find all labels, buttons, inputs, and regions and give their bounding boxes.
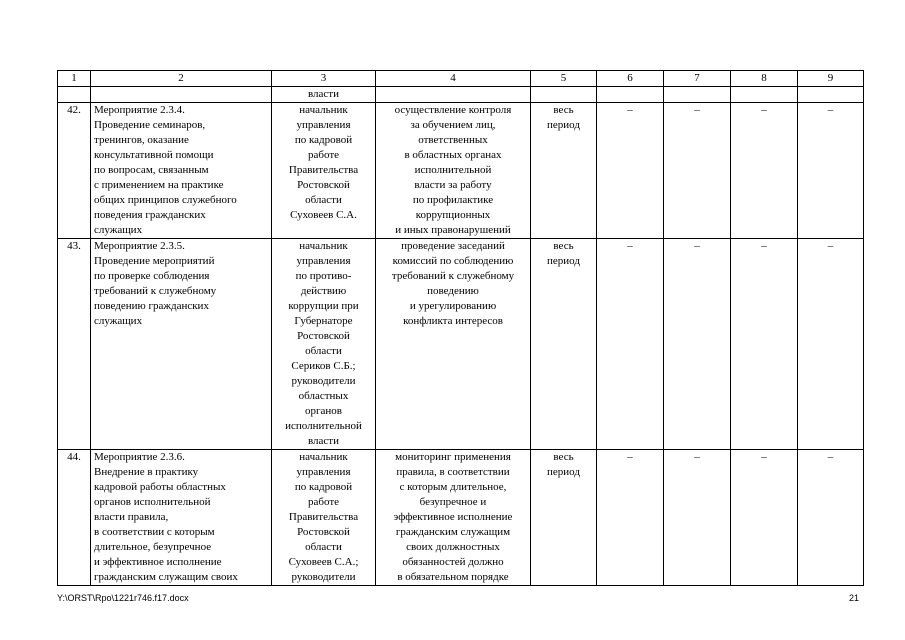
measure-cell: Мероприятие 2.3.5. Проведение мероприятий по проверке соблюдения требований к служебному поведению гражданских служащих — [91, 239, 272, 450]
column-header: 8 — [731, 71, 798, 87]
column-header: 4 — [376, 71, 531, 87]
row-number: 43. — [58, 239, 91, 450]
value-cell: – — [731, 239, 798, 450]
value-cell: – — [798, 450, 864, 586]
continuation-row — [58, 87, 864, 103]
value-cell: – — [798, 103, 864, 239]
responsible-cell: начальник управления по кадровой работе Правительства Ростовской области Суховеев С.А.; руководители — [272, 450, 376, 586]
value-cell: – — [597, 239, 664, 450]
value-cell: – — [798, 239, 864, 450]
responsible-cell: начальник управления по противо- действию коррупции при Губернаторе Ростовской области Сериков С.Б.; руководители областных органов исполнительной власти — [272, 239, 376, 450]
page-number: 21 — [848, 593, 859, 603]
document-file-path: Y:\ORST\Rpo\1221r746.f17.docx — [57, 593, 189, 603]
period-cell: весь период — [531, 450, 597, 586]
value-cell: – — [597, 103, 664, 239]
row-number: 44. — [58, 450, 91, 586]
table-row — [58, 239, 864, 450]
measure-cell: Мероприятие 2.3.6. Внедрение в практику кадровой работы областных органов исполнительной власти правила, в соответствии с которым длительное, безупречное и эффективное исполнение гражданским служащим своих — [91, 450, 272, 586]
measures-table — [57, 70, 864, 586]
column-header: 5 — [531, 71, 597, 87]
column-header: 3 — [272, 71, 376, 87]
responsible-cell: начальник управления по кадровой работе Правительства Ростовской области Суховеев С.А. — [272, 103, 376, 239]
column-header: 9 — [798, 71, 864, 87]
result-cell: мониторинг применения правила, в соответствии с которым длительное, безупречное и эффективное исполнение гражданским служащим своих должностных обязанностей должно в обязательном порядке — [376, 450, 531, 586]
column-header: 1 — [58, 71, 91, 87]
value-cell: – — [731, 450, 798, 586]
table-header-row — [58, 71, 864, 87]
value-cell: – — [731, 103, 798, 239]
measure-cell: Мероприятие 2.3.4. Проведение семинаров, тренингов, оказание консультативной помощи по вопросам, связанным с применением на практике общих принципов служебного поведения гражданских служащих — [91, 103, 272, 239]
value-cell: – — [664, 103, 731, 239]
row-number: 42. — [58, 103, 91, 239]
value-cell: – — [597, 450, 664, 586]
result-cell: проведение заседаний комиссий по соблюдению требований к служебному поведению и урегулированию конфликта интересов — [376, 239, 531, 450]
column-header: 7 — [664, 71, 731, 87]
responsible-cell: власти — [272, 87, 376, 103]
value-cell: – — [664, 239, 731, 450]
column-header: 6 — [597, 71, 664, 87]
column-header: 2 — [91, 71, 272, 87]
value-cell: – — [664, 450, 731, 586]
table-row — [58, 450, 864, 586]
period-cell: весь период — [531, 239, 597, 450]
period-cell: весь период — [531, 103, 597, 239]
result-cell: осуществление контроля за обучением лиц, ответственных в областных органах исполнительной власти за работу по профилактике коррупционных и иных правонарушений — [376, 103, 531, 239]
table-row — [58, 103, 864, 239]
